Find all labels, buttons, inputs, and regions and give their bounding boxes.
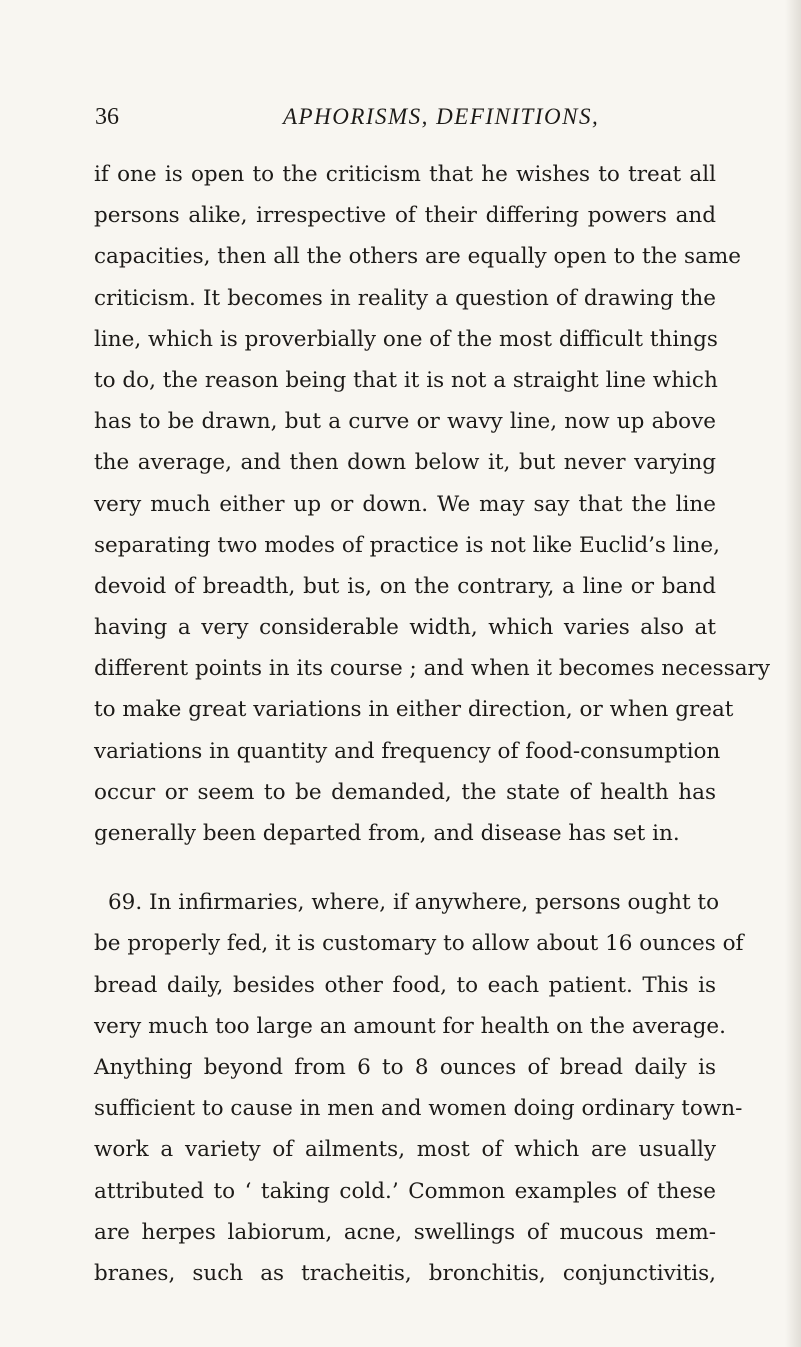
text-line: be properly fed, it is customary to allow about 16 ounces of — [94, 931, 744, 957]
text-line: if one is open to the criticism that he wishes to treat all — [94, 162, 716, 187]
text-line: work a variety of ailments, most of which are usually — [94, 1137, 716, 1163]
paragraph-continued — [94, 154, 770, 854]
paragraph-gap — [94, 854, 716, 882]
paragraph-69 — [94, 882, 744, 1294]
text-line: the average, and then down below it, but never varying — [94, 450, 716, 476]
text-line: devoid of breadth, but is, on the contrary, a line or band — [94, 573, 716, 599]
text-line: branes, such as tracheitis, bronchitis, conjunctivitis, — [94, 1260, 716, 1286]
text-line: very much either up or down. We may say that the line — [94, 491, 716, 517]
text-line: 69. In infirmaries, where, if anywhere, persons ought to — [108, 890, 720, 916]
text-line: separating two modes of practice is not like Euclid’s line, — [94, 532, 720, 558]
text-line: are herpes labiorum, acne, swellings of mucous mem- — [94, 1219, 716, 1245]
text-line: capacities, then all the others are equally open to the same — [94, 244, 742, 270]
text-line: criticism. It becomes in reality a question of drawing the — [94, 285, 716, 311]
text-line: to do, the reason being that it is not a straight line which — [94, 367, 718, 393]
text-line: bread daily, besides other food, to each patient. This is — [94, 972, 716, 998]
text-line: attributed to ‘ taking cold.’ Common examples of these — [94, 1178, 716, 1204]
text-line: line, which is proverbially one of the most difficult things — [94, 326, 718, 352]
text-line: to make great variations in either direction, or when great — [94, 697, 734, 723]
text-line: variations in quantity and frequency of food-consumption — [94, 738, 721, 764]
text-line: persons alike, irrespective of their differing powers and — [94, 203, 716, 229]
body-text — [94, 154, 770, 1294]
page-number: 36 — [95, 104, 119, 130]
text-line: very much too large an amount for health on the average. — [94, 1013, 726, 1039]
page-header — [95, 104, 715, 140]
text-line: has to be drawn, but a curve or wavy line, now up above — [94, 409, 716, 435]
text-line: sufficient to cause in men and women doing ordinary town- — [94, 1096, 743, 1122]
page-edge-shadow — [785, 0, 801, 1347]
text-line: different points in its course ; and when it becomes necessary — [94, 656, 770, 682]
text-line: Anything beyond from 6 to 8 ounces of bread daily is — [94, 1054, 716, 1080]
text-line: having a very considerable width, which varies also at — [94, 615, 716, 641]
running-title: APHORISMS, DEFINITIONS, — [283, 104, 600, 129]
text-line: occur or seem to be demanded, the state of health has — [94, 779, 716, 805]
text-line: generally been departed from, and disease has set in. — [94, 821, 680, 846]
